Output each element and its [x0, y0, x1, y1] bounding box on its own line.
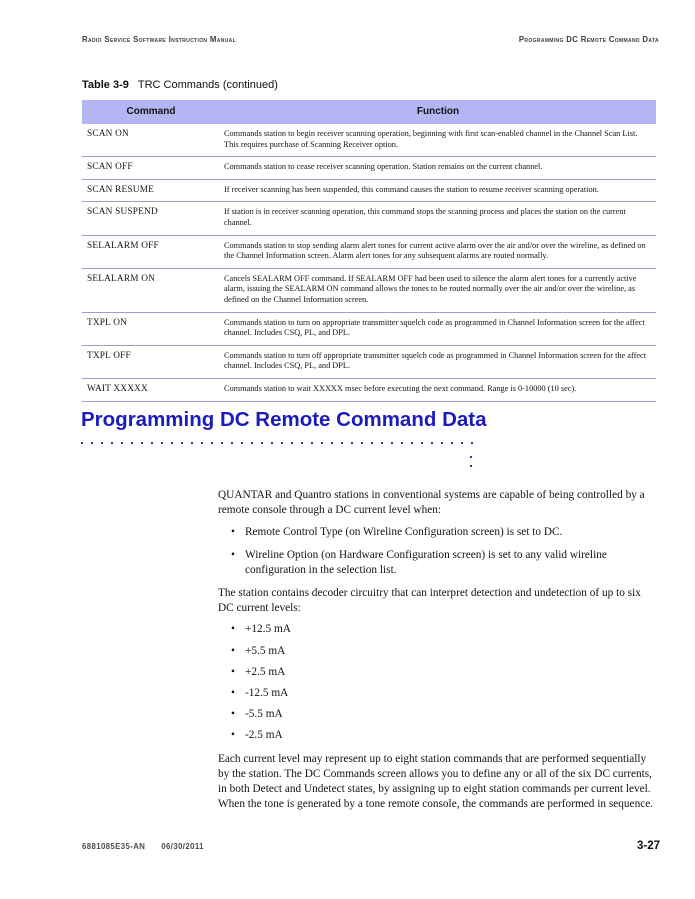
table-row	[82, 124, 656, 157]
dotted-rule-overflow-dot	[470, 456, 472, 458]
footer-date: 06/30/2011	[161, 842, 204, 851]
table-row	[82, 235, 656, 268]
function-cell: If station is in receiver scanning operation, this command stops the scanning process and places the station on the current channel.	[220, 202, 656, 235]
dotted-rule-overflow-dot	[470, 465, 472, 467]
function-cell: Cancels SEALARM OFF command. If SEALARM OFF had been used to silence the alarm alert tones for a currently active alarm, issuing the SEALARM ON command allows the tones to be routed normally over the air and/or over the wireline, as defined on the Channel Information screen.	[220, 268, 656, 312]
table-row	[82, 179, 656, 202]
function-cell: If receiver scanning has been suspended, this command causes the station to resume receiver scanning operation.	[220, 179, 656, 202]
current-level-list	[218, 622, 656, 743]
command-cell: SELALARM OFF	[82, 235, 220, 268]
running-header-right: Programming DC Remote Command Data	[518, 35, 659, 44]
table-caption-text: TRC Commands (continued)	[137, 79, 278, 91]
trc-commands-table-body	[82, 124, 656, 401]
condition-list	[218, 525, 656, 578]
command-cell: TXPL OFF	[82, 345, 220, 378]
table-row	[82, 312, 656, 345]
function-cell: Commands station to wait XXXXX msec before executing the next command. Range is 0-10000 (10 sec).	[220, 378, 656, 401]
table-row	[82, 202, 656, 235]
command-cell: SCAN ON	[82, 124, 220, 157]
page-number: 3-27	[636, 840, 660, 852]
dotted-rule	[81, 442, 476, 444]
running-header-left: Radio Service Software Instruction Manual	[82, 35, 237, 44]
current-level-item: • -5.5 mA	[218, 707, 656, 722]
function-cell: Commands station to turn on appropriate transmitter squelch code as programmed in Channel Information screen for the affect channel. Includes CSQ, PL, and DPL.	[220, 312, 656, 345]
condition-list-item: • Remote Control Type (on Wireline Configuration screen) is set to DC.	[218, 525, 656, 540]
current-level-item: • -12.5 mA	[218, 686, 656, 701]
column-header-function: Function	[220, 100, 656, 124]
intro-paragraph: QUANTAR and Quantro stations in conventional systems are capable of being controlled by a remote console through a DC current level when:	[218, 489, 645, 517]
command-cell: SELALARM ON	[82, 268, 220, 312]
table-row	[82, 378, 656, 401]
command-cell: TXPL ON	[82, 312, 220, 345]
current-level-item: • +12.5 mA	[218, 622, 656, 637]
footer-doc-number: 6881085E35-AN	[82, 842, 146, 851]
current-level-item: • +5.5 mA	[218, 644, 656, 659]
condition-list-item: • Wireline Option (on Hardware Configuration screen) is set to any valid wireline configuration in the selection list.	[218, 548, 656, 578]
closing-paragraph: Each current level may represent up to eight station commands that are performed sequentially by the station. The DC Commands screen allows you to define any or all of the six DC currents, in both Detect and Undetect states, by assigning up to eight station commands per current level. When the tone is generated by a tone remote console, the commands are performed in sequence.	[218, 752, 654, 811]
table-row	[82, 157, 656, 180]
command-cell: SCAN OFF	[82, 157, 220, 180]
trc-commands-table	[82, 100, 656, 402]
page-footer	[82, 840, 660, 852]
footer-doc-info	[82, 842, 204, 851]
command-cell: SCAN SUSPEND	[82, 202, 220, 235]
section-title: Programming DC Remote Command Data	[81, 408, 487, 431]
table-caption-label: Table 3-9	[82, 79, 129, 91]
function-cell: Commands station to cease receiver scanning operation. Station remains on the current channel.	[220, 157, 656, 180]
table-row	[82, 345, 656, 378]
running-header	[82, 35, 659, 44]
decoder-paragraph: The station contains decoder circuitry that can interpret detection and undetection of up to six DC current levels:	[218, 587, 641, 615]
table-row	[82, 268, 656, 312]
column-header-command: Command	[82, 100, 220, 124]
function-cell: Commands station to begin receiver scanning operation, beginning with first scan-enabled channel in the Channel Scan List. This requires purchase of Scanning Receiver option.	[220, 124, 656, 157]
function-cell: Commands station to stop sending alarm alert tones for current active alarm over the air and/or over the wireline, as defined on the Channel Information screen. Alarm alert tones for any subsequent alarms are routed normally.	[220, 235, 656, 268]
current-level-item: • -2.5 mA	[218, 728, 656, 743]
function-cell: Commands station to turn off appropriate transmitter squelch code as programmed in Channel Information screen for the affect channel. Includes CSQ, PL, and DPL.	[220, 345, 656, 378]
command-cell: WAIT XXXXX	[82, 378, 220, 401]
current-level-item: • +2.5 mA	[218, 665, 656, 680]
command-cell: SCAN RESUME	[82, 179, 220, 202]
table-caption	[82, 79, 278, 91]
trc-commands-table-header	[82, 100, 656, 124]
section-body	[218, 488, 656, 812]
